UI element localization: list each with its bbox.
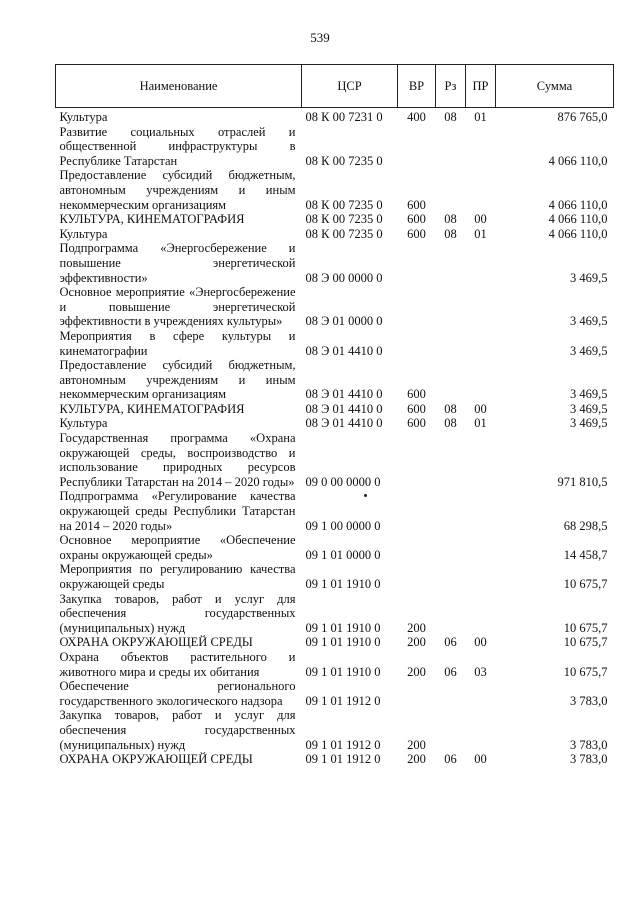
table-row [56,489,614,533]
cell-name: Предоставление субсидий бюджетным, автономным учреждениям и иным некоммерческим организациям [59,358,296,402]
cell-name: Культура [59,226,108,241]
cell-rz [436,168,466,212]
cell-name: Подпрограмма «Энергосбережение и повышение энергетической эффективности» [59,241,296,285]
cell-name: Подпрограмма «Регулирование качества окружающей среды Республики Татарстан на 2014 – 2020 годы» [59,489,296,533]
cell-pr: 01 [474,416,487,431]
cell-name: Мероприятия по регулированию качества окружающей среды [59,562,296,591]
header-pr: ПР [466,65,496,108]
cell-rz [436,358,466,402]
table-row [56,241,614,285]
table-row [56,227,614,242]
cell-rz [436,329,466,358]
budget-table [55,64,614,767]
cell-vr [398,241,436,285]
cell-sum: 4 066 110,0 [548,197,608,212]
cell-vr [398,431,436,489]
cell-pr: 00 [474,635,487,650]
table-row [56,562,614,591]
cell-rz: 06 [444,752,457,767]
table-row [56,402,614,417]
cell-sum: 3 469,5 [570,401,608,416]
cell-vr: 600 [407,401,426,416]
cell-name: Мероприятия в сфере культуры и кинематографии [59,328,296,358]
cell-rz [436,489,466,533]
cell-csr: 09 1 01 1912 0 [305,693,381,708]
cell-vr: 600 [407,416,426,431]
cell-vr: 600 [407,387,426,402]
cell-pr [466,125,496,169]
cell-name: Культура [59,416,108,431]
cell-name: Закупка товаров, работ и услуг для обеспечения государственных (муниципальных) нужд [59,591,296,635]
cell-sum: 876 765,0 [557,110,608,124]
table-row [56,329,614,358]
cell-csr: 09 0 00 0000 0 [305,474,381,489]
cell-vr: 600 [407,212,426,227]
table-row [56,431,614,489]
table-row [56,533,614,562]
cell-pr: 00 [474,752,487,767]
cell-pr [466,358,496,402]
header-vr: ВР [398,65,436,108]
cell-rz [436,533,466,562]
cell-sum: 3 469,5 [570,270,608,285]
cell-vr: 200 [407,620,426,635]
table-row [56,635,614,650]
table-row [56,168,614,212]
cell-csr: 09 1 01 1912 0 [305,737,381,752]
cell-sum: 3 469,5 [570,387,608,402]
cell-csr: 08 К 00 7235 0 [305,153,383,168]
cell-sum: 10 675,7 [563,664,608,679]
table-row [56,592,614,636]
cell-name: Обеспечение регионального государственного экологического надзора [59,679,296,708]
cell-rz [436,285,466,329]
cell-vr: 600 [407,197,426,212]
cell-rz [436,708,466,752]
table-row [56,679,614,708]
cell-sum: 3 783,0 [570,737,608,752]
cell-sum: 3 783,0 [570,752,608,767]
cell-pr [466,679,496,708]
cell-csr: 08 Э 01 4410 0 [305,343,383,358]
cell-vr [398,125,436,169]
header-rz: Рз [436,65,466,108]
cell-csr: 08 К 00 7235 0 [305,226,383,241]
scan-dot [364,494,367,497]
cell-sum: 3 469,5 [570,314,608,329]
cell-rz: 08 [444,416,457,431]
cell-sum: 4 066 110,0 [548,212,608,227]
cell-rz [436,562,466,591]
cell-csr: 09 1 01 1910 0 [305,620,381,635]
cell-csr: 08 Э 01 0000 0 [305,314,383,329]
cell-pr [466,562,496,591]
cell-csr: 08 К 00 7235 0 [305,212,383,227]
table-row [56,285,614,329]
table-row [56,358,614,402]
cell-csr: 08 Э 01 4410 0 [305,401,383,416]
cell-pr [466,241,496,285]
table-body [56,108,614,767]
cell-vr [398,489,436,533]
cell-name: Государственная программа «Охрана окружающей среды, воспроизводство и использование природных ресурсов Республики Татарстан на 2014 – 2020 годы» [59,431,296,489]
cell-vr [398,679,436,708]
cell-sum: 971 810,5 [557,474,608,489]
cell-name: ОХРАНА ОКРУЖАЮЩЕЙ СРЕДЫ [59,635,253,650]
cell-csr: 09 1 01 1912 0 [305,752,381,767]
cell-rz: 08 [444,110,457,124]
cell-name: Охрана объектов растительного и животного мира и среды их обитания [59,649,296,679]
cell-vr [398,329,436,358]
cell-pr [466,431,496,489]
cell-vr: 600 [407,226,426,241]
cell-csr: 08 Э 01 4410 0 [305,387,383,402]
cell-pr [466,708,496,752]
cell-csr: 09 1 01 1910 0 [305,635,381,650]
cell-sum: 14 458,7 [563,547,608,562]
cell-rz: 06 [444,635,457,650]
table-row [56,650,614,679]
cell-sum: 68 298,5 [563,518,608,533]
cell-vr: 200 [407,664,426,679]
cell-vr: 200 [407,635,426,650]
cell-csr: 09 1 01 1910 0 [305,664,381,679]
cell-csr: 08 Э 00 0000 0 [305,270,383,285]
cell-csr: 09 1 00 0000 0 [305,518,381,533]
cell-sum: 3 469,5 [570,416,608,431]
cell-name: Закупка товаров, работ и услуг для обеспечения государственных (муниципальных) нужд [59,708,296,752]
cell-vr: 400 [407,110,426,124]
cell-rz [436,431,466,489]
cell-rz [436,592,466,636]
cell-sum: 10 675,7 [563,620,608,635]
cell-rz [436,679,466,708]
cell-pr: 01 [474,226,487,241]
cell-pr [466,533,496,562]
cell-pr: 00 [474,212,487,227]
table-header [56,65,614,108]
cell-sum: 4 066 110,0 [548,226,608,241]
cell-pr [466,592,496,636]
cell-sum: 3 783,0 [570,693,608,708]
cell-rz [436,241,466,285]
cell-sum: 3 469,5 [570,343,608,358]
cell-rz: 06 [444,664,457,679]
cell-pr [466,489,496,533]
table-row [56,752,614,767]
cell-name: КУЛЬТУРА, КИНЕМАТОГРАФИЯ [59,401,245,416]
cell-rz: 08 [444,401,457,416]
cell-vr [398,533,436,562]
header-row [56,65,614,108]
cell-csr: 08 Э 01 4410 0 [305,416,383,431]
cell-csr: 08 К 00 7231 0 [305,110,383,124]
cell-name: ОХРАНА ОКРУЖАЮЩЕЙ СРЕДЫ [59,752,253,767]
cell-vr: 200 [407,752,426,767]
cell-pr [466,329,496,358]
cell-csr: 08 К 00 7235 0 [305,197,383,212]
cell-csr: 09 1 01 0000 0 [305,547,381,562]
table-row [56,108,614,125]
cell-rz: 08 [444,212,457,227]
cell-vr [398,285,436,329]
cell-pr [466,168,496,212]
header-csr: ЦСР [302,65,398,108]
cell-pr [466,285,496,329]
cell-name: Культура [59,110,108,124]
cell-name: Предоставление субсидий бюджетным, автономным учреждениям и иным некоммерческим организациям [59,168,296,212]
cell-sum: 4 066 110,0 [548,153,608,168]
cell-csr: 09 1 01 1910 0 [305,577,381,591]
cell-pr: 00 [474,401,487,416]
cell-pr: 03 [474,664,487,679]
cell-rz: 08 [444,226,457,241]
table-row [56,416,614,431]
cell-sum: 10 675,7 [563,635,608,650]
cell-rz [436,125,466,169]
table-row [56,708,614,752]
cell-sum: 10 675,7 [563,577,608,591]
page-number: 539 [310,30,330,45]
cell-pr: 01 [474,110,487,124]
table-row [56,125,614,169]
header-sum: Сумма [496,65,614,108]
cell-name: Основное мероприятие «Обеспечение охраны окружающей среды» [59,533,296,562]
cell-vr [398,562,436,591]
table-row [56,212,614,227]
cell-name: Основное мероприятие «Энергосбережение и повышение энергетической эффективности в учреждениях культуры» [59,285,296,329]
cell-name: КУЛЬТУРА, КИНЕМАТОГРАФИЯ [59,212,245,227]
cell-vr: 200 [407,737,426,752]
cell-name: Развитие социальных отраслей и общественной инфраструктуры в Республике Татарстан [59,124,296,168]
header-name: Наименование [56,65,302,108]
